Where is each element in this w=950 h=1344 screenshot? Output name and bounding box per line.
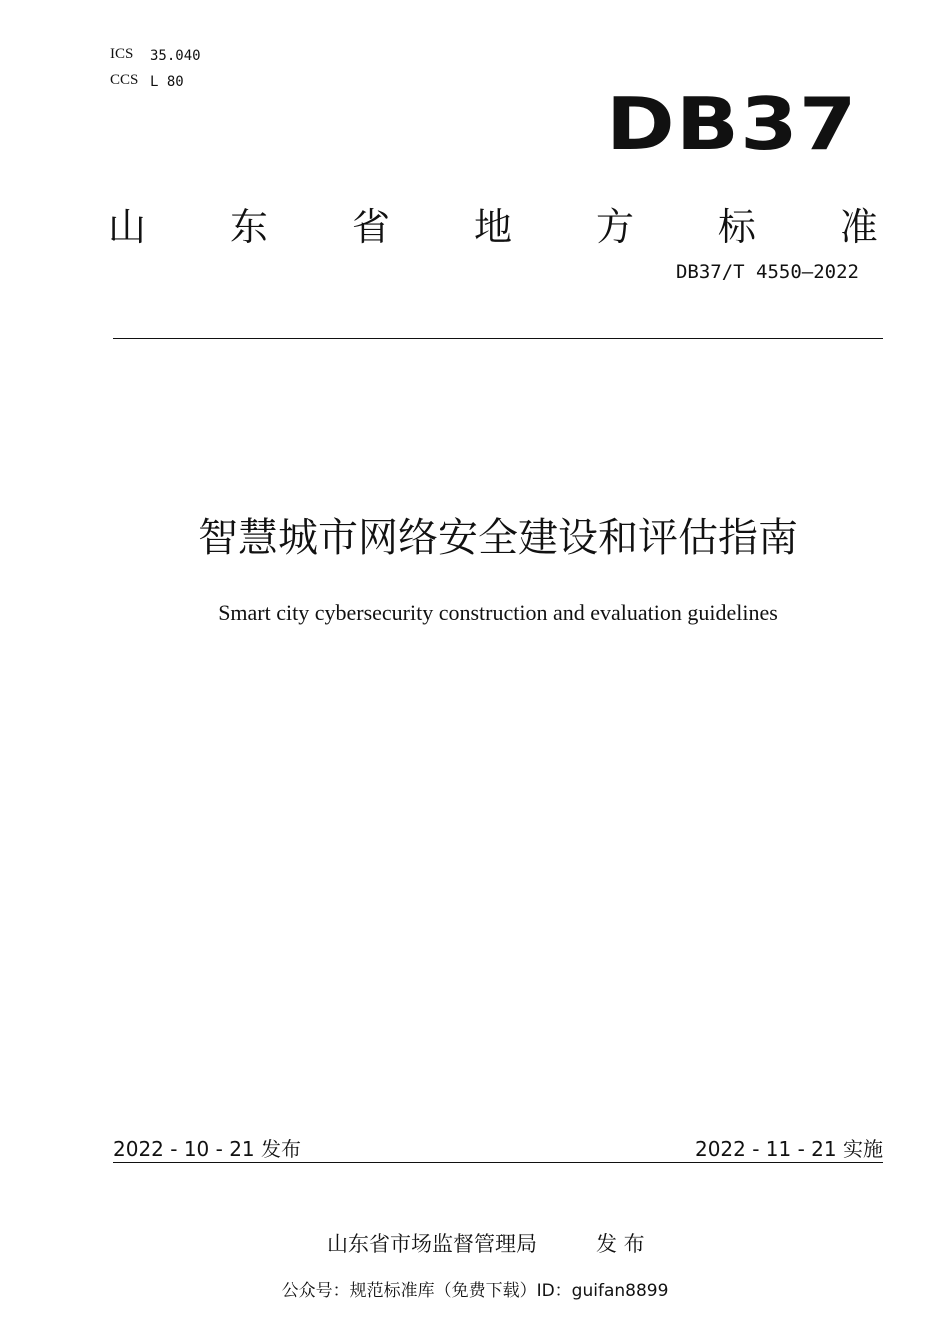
- implement-date: 2022 - 11 - 21 实施: [694, 1137, 883, 1161]
- document-subtitle: Smart city cybersecurity construction and evaluation guidelines: [218, 600, 778, 625]
- ics-label: ICS: [110, 46, 134, 62]
- standard-title-char: 标: [717, 205, 756, 249]
- standard-title-char: 东: [229, 205, 268, 249]
- ccs-code: L 80: [150, 74, 184, 90]
- header-divider: [113, 338, 883, 339]
- footer-divider: [113, 1162, 883, 1163]
- document-title: 智慧城市网络安全建设和评估指南: [198, 515, 798, 561]
- standard-title-char: 方: [595, 205, 634, 249]
- footer-note: 公众号：规范标准库（免费下载）ID：guifan8899: [281, 1281, 669, 1301]
- publish-date: 2022 - 10 - 21 发布: [113, 1137, 302, 1161]
- db37-logo: DB37: [606, 82, 858, 166]
- publisher-action: 发 布: [596, 1232, 645, 1256]
- standard-title-char: 省: [351, 205, 390, 249]
- standard-number: DB37/T 4550—2022: [675, 261, 859, 283]
- ccs-label: CCS: [110, 72, 139, 88]
- publisher-name: 山东省市场监督管理局: [327, 1232, 537, 1256]
- standard-title-char: 准: [839, 205, 878, 249]
- standard-title-char: 山: [108, 205, 147, 249]
- ics-code: 35.040: [150, 48, 201, 64]
- standard-type-title: [108, 205, 878, 249]
- standard-title-char: 地: [473, 205, 512, 249]
